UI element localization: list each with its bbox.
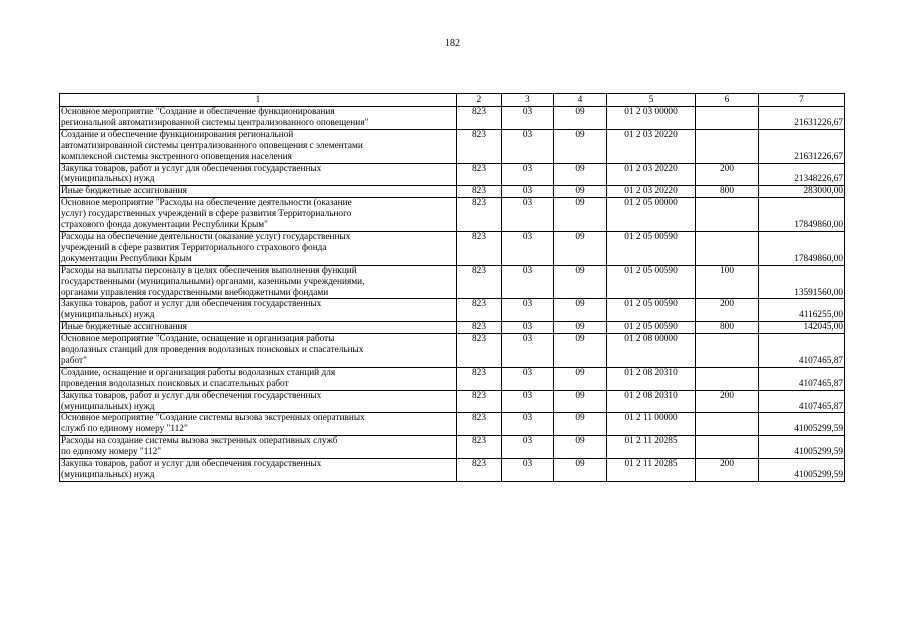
subsection-code: 09 — [554, 265, 607, 299]
row-description — [60, 322, 457, 334]
section-code: 03 — [502, 322, 554, 334]
subsection-code: 09 — [554, 107, 607, 130]
expense-type-code — [696, 334, 759, 368]
target-article-code: 01 2 05 00590 — [607, 265, 696, 299]
description-line: Закупка товаров, работ и услуг для обеспечения государственных — [61, 299, 322, 310]
description-line: услуг) государственных учреждений в сфере развития Территориального — [61, 209, 352, 220]
amount: 4107465,87 — [759, 367, 845, 390]
row-description — [60, 299, 457, 322]
row-description — [60, 334, 457, 368]
ministry-code: 823 — [457, 198, 502, 232]
description-line: Основное мероприятие "Расходы на обеспечение деятельности (оказание — [61, 198, 352, 209]
expense-type-code: 800 — [696, 186, 759, 198]
table-header-row — [60, 94, 845, 107]
subsection-code: 09 — [554, 129, 607, 163]
section-code: 03 — [502, 198, 554, 232]
ministry-code: 823 — [457, 390, 502, 413]
amount: 21631226,67 — [759, 107, 845, 130]
page-number: 182 — [445, 38, 460, 49]
amount: 21631226,67 — [759, 129, 845, 163]
table-row — [60, 107, 845, 130]
ministry-code: 823 — [457, 299, 502, 322]
description-line: проведения водолазных поисковых и спасательных работ — [61, 378, 289, 389]
description-line: Создание и обеспечение функционирования региональной — [61, 129, 294, 140]
section-code: 03 — [502, 163, 554, 186]
target-article-code: 01 2 05 00000 — [607, 198, 696, 232]
row-description — [60, 107, 457, 130]
description-line: (муниципальных) нужд — [61, 401, 155, 412]
subsection-code: 09 — [554, 198, 607, 232]
description-line: водолазных станций для проведения водолазных поисковых и спасательных — [61, 345, 364, 356]
section-code: 03 — [502, 129, 554, 163]
row-description — [60, 129, 457, 163]
expense-type-code: 200 — [696, 299, 759, 322]
section-code: 03 — [502, 231, 554, 265]
ministry-code: 823 — [457, 322, 502, 334]
description-line: работ" — [61, 355, 87, 366]
expense-type-code: 200 — [696, 163, 759, 186]
target-article-code: 01 2 05 00590 — [607, 322, 696, 334]
target-article-code: 01 2 11 00000 — [607, 413, 696, 436]
ministry-code: 823 — [457, 231, 502, 265]
description-line: Закупка товаров, работ и услуг для обеспечения государственных — [61, 390, 322, 401]
description-line: региональной автоматизированной системы централизованного оповещения" — [61, 117, 369, 128]
description-line: Расходы на выплаты персоналу в целях обеспечения выполнения функций — [61, 265, 357, 276]
amount: 21348226,67 — [759, 163, 845, 186]
subsection-code: 09 — [554, 334, 607, 368]
row-description — [60, 163, 457, 186]
row-description — [60, 231, 457, 265]
ministry-code: 823 — [457, 265, 502, 299]
section-code: 03 — [502, 299, 554, 322]
ministry-code: 823 — [457, 334, 502, 368]
column-header: 4 — [554, 94, 607, 107]
section-code: 03 — [502, 334, 554, 368]
amount: 41005299,59 — [759, 459, 845, 482]
budget-table — [59, 93, 845, 482]
description-line: Создание, оснащение и организация работы водолазных станций для — [61, 367, 336, 378]
description-line: Иные бюджетные ассигнования — [61, 322, 187, 333]
subsection-code: 09 — [554, 367, 607, 390]
target-article-code: 01 2 08 00000 — [607, 334, 696, 368]
section-code: 03 — [502, 390, 554, 413]
description-line: Основное мероприятие "Создание системы вызова экстренных оперативных — [61, 413, 365, 424]
expense-type-code — [696, 436, 759, 459]
table-row — [60, 436, 845, 459]
amount: 17849860,00 — [759, 198, 845, 232]
row-description — [60, 198, 457, 232]
expense-type-code: 200 — [696, 459, 759, 482]
expense-type-code — [696, 367, 759, 390]
table-row — [60, 231, 845, 265]
section-code: 03 — [502, 413, 554, 436]
description-line: Основное мероприятие "Создание, оснащение и организация работы — [61, 334, 335, 345]
ministry-code: 823 — [457, 186, 502, 198]
description-line: комплексной системы экстренного оповещения населения — [61, 151, 292, 162]
row-description — [60, 413, 457, 436]
target-article-code: 01 2 03 20220 — [607, 186, 696, 198]
subsection-code: 09 — [554, 436, 607, 459]
amount: 17849860,00 — [759, 231, 845, 265]
section-code: 03 — [502, 265, 554, 299]
section-code: 03 — [502, 436, 554, 459]
ministry-code: 823 — [457, 459, 502, 482]
table-row — [60, 413, 845, 436]
description-line: (муниципальных) нужд — [61, 174, 155, 185]
subsection-code: 09 — [554, 299, 607, 322]
description-line: (муниципальных) нужд — [61, 470, 155, 480]
table-row — [60, 459, 845, 482]
row-description — [60, 436, 457, 459]
column-header: 5 — [607, 94, 696, 107]
table-row — [60, 265, 845, 299]
subsection-code: 09 — [554, 413, 607, 436]
ministry-code: 823 — [457, 413, 502, 436]
description-line: Закупка товаров, работ и услуг для обеспечения государственных — [61, 459, 322, 470]
description-line: (муниципальных) нужд — [61, 310, 155, 321]
expense-type-code — [696, 231, 759, 265]
amount: 41005299,59 — [759, 436, 845, 459]
subsection-code: 09 — [554, 163, 607, 186]
ministry-code: 823 — [457, 129, 502, 163]
column-header: 6 — [696, 94, 759, 107]
column-header: 1 — [60, 94, 457, 107]
description-line: Расходы на создание системы вызова экстренных оперативных служб — [61, 436, 338, 447]
table-row — [60, 198, 845, 232]
expense-type-code: 200 — [696, 390, 759, 413]
table-row — [60, 129, 845, 163]
description-line: органами управления государственными внебюджетными фондами — [61, 287, 329, 298]
subsection-code: 09 — [554, 390, 607, 413]
target-article-code: 01 2 11 20285 — [607, 436, 696, 459]
target-article-code: 01 2 11 20285 — [607, 459, 696, 482]
section-code: 03 — [502, 459, 554, 482]
description-line: учреждений в сфере развития Территориального страхового фонда — [61, 242, 327, 253]
table-row — [60, 334, 845, 368]
description-line: служб по единому номеру "112" — [61, 424, 188, 435]
table-row — [60, 390, 845, 413]
target-article-code: 01 2 03 00000 — [607, 107, 696, 130]
column-header: 7 — [759, 94, 845, 107]
expense-type-code — [696, 129, 759, 163]
description-line: автоматизированной системы централизованного оповещения с элементами — [61, 140, 363, 151]
description-line: Закупка товаров, работ и услуг для обеспечения государственных — [61, 163, 322, 174]
description-line: Расходы на обеспечение деятельности (оказание услуг) государственных — [61, 231, 351, 242]
target-article-code: 01 2 05 00590 — [607, 231, 696, 265]
ministry-code: 823 — [457, 107, 502, 130]
ministry-code: 823 — [457, 163, 502, 186]
section-code: 03 — [502, 107, 554, 130]
section-code: 03 — [502, 186, 554, 198]
table-row — [60, 163, 845, 186]
description-line: Иные бюджетные ассигнования — [61, 186, 187, 197]
amount: 13591560,00 — [759, 265, 845, 299]
subsection-code: 09 — [554, 231, 607, 265]
row-description — [60, 186, 457, 198]
expense-type-code: 100 — [696, 265, 759, 299]
column-header: 2 — [457, 94, 502, 107]
description-line: государственными (муниципальными) органами, казенными учреждениями, — [61, 276, 365, 287]
ministry-code: 823 — [457, 436, 502, 459]
subsection-code: 09 — [554, 459, 607, 482]
target-article-code: 01 2 03 20220 — [607, 163, 696, 186]
description-line: документации Республики Крым — [61, 253, 192, 264]
amount: 142045,00 — [759, 322, 845, 334]
table-body — [60, 107, 845, 482]
amount: 4107465,87 — [759, 334, 845, 368]
description-line: Основное мероприятие "Создание и обеспечение функционирования — [61, 107, 335, 117]
target-article-code: 01 2 03 20220 — [607, 129, 696, 163]
table-row — [60, 322, 845, 334]
row-description — [60, 459, 457, 482]
table-row — [60, 186, 845, 198]
ministry-code: 823 — [457, 367, 502, 390]
table-row — [60, 367, 845, 390]
description-line: по единому номеру "112" — [61, 447, 162, 458]
row-description — [60, 390, 457, 413]
description-line: страхового фонда документации Республики Крым" — [61, 220, 268, 231]
amount: 4116255,00 — [759, 299, 845, 322]
amount: 283000,00 — [759, 186, 845, 198]
row-description — [60, 265, 457, 299]
expense-type-code — [696, 107, 759, 130]
expense-type-code — [696, 198, 759, 232]
section-code: 03 — [502, 367, 554, 390]
column-header: 3 — [502, 94, 554, 107]
subsection-code: 09 — [554, 322, 607, 334]
table-row — [60, 299, 845, 322]
amount: 41005299,59 — [759, 413, 845, 436]
target-article-code: 01 2 05 00590 — [607, 299, 696, 322]
target-article-code: 01 2 08 20310 — [607, 367, 696, 390]
target-article-code: 01 2 08 20310 — [607, 390, 696, 413]
amount: 4107465,87 — [759, 390, 845, 413]
expense-type-code — [696, 413, 759, 436]
row-description — [60, 367, 457, 390]
subsection-code: 09 — [554, 186, 607, 198]
expense-type-code: 800 — [696, 322, 759, 334]
